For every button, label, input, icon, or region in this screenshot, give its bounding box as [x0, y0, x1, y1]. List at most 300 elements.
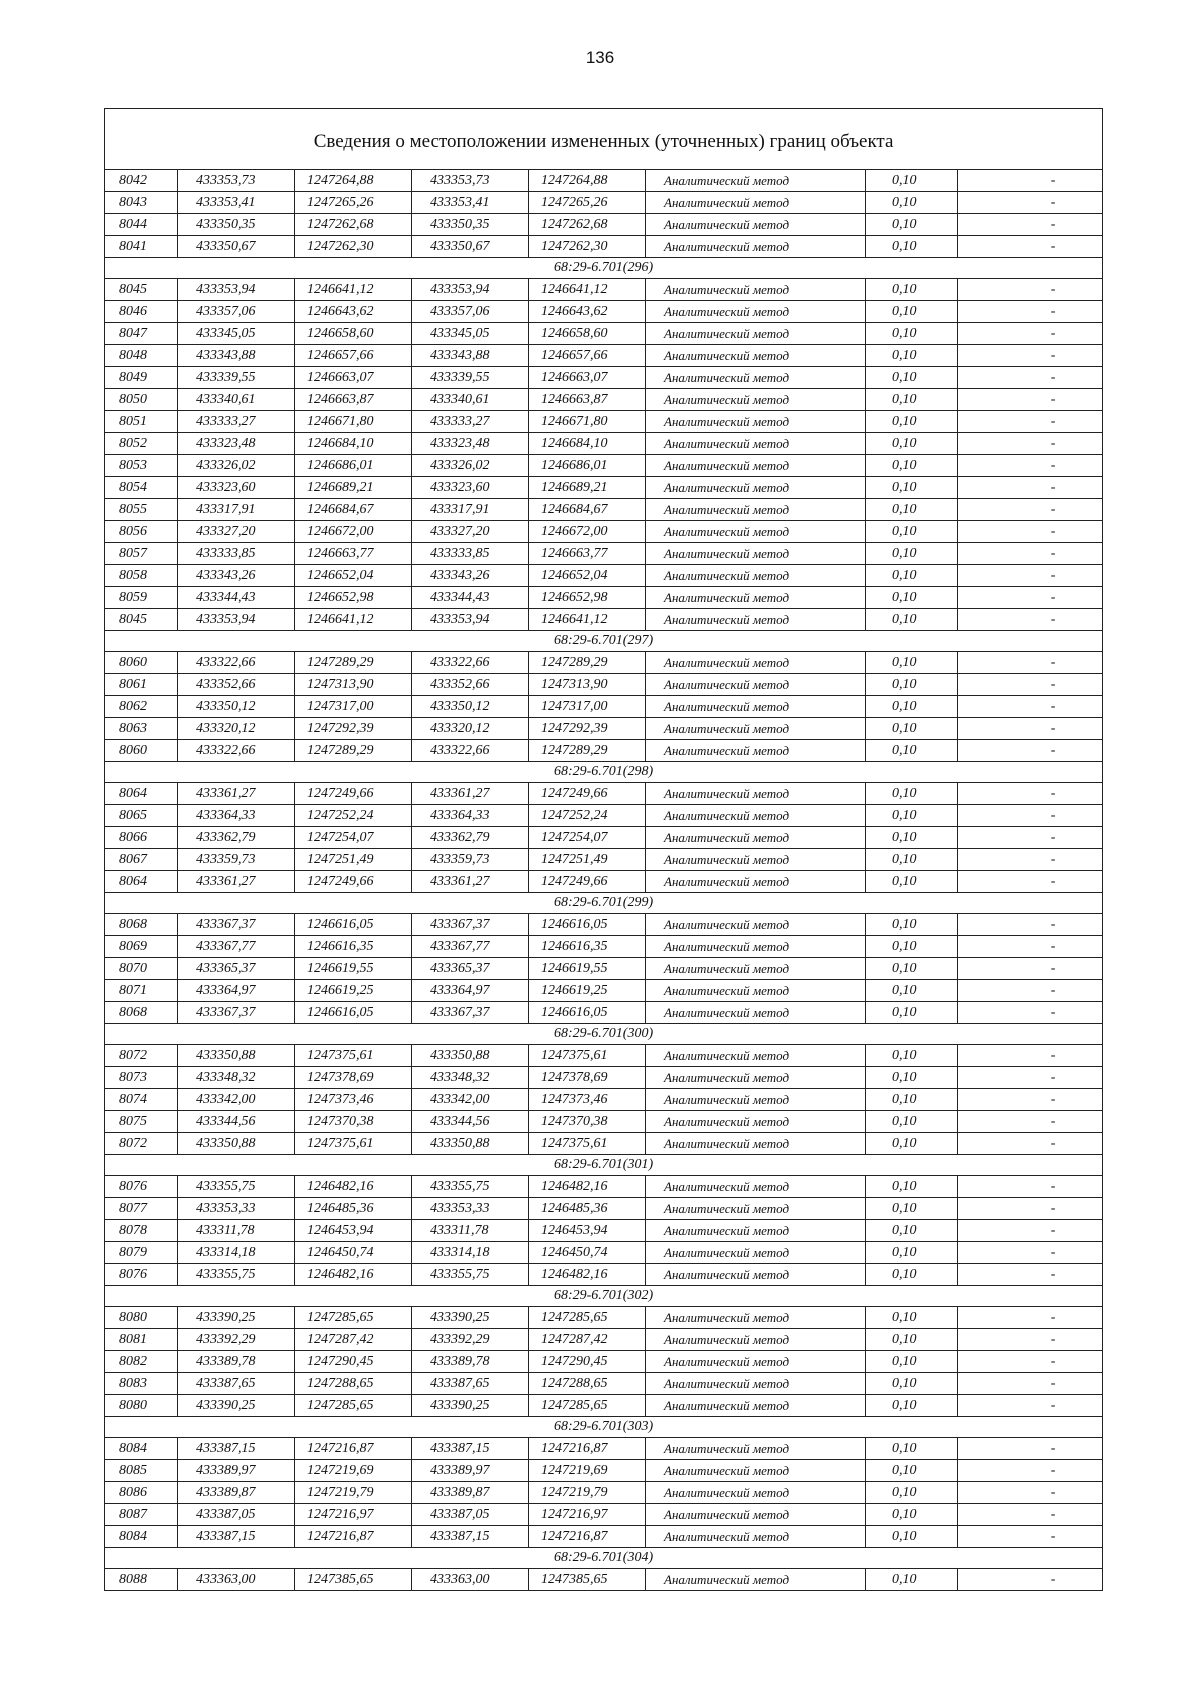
x-existing-cell: 433326,02 [178, 455, 295, 477]
accuracy-cell: 0,10 [866, 1111, 958, 1133]
y-existing-cell: 1247385,65 [295, 1569, 412, 1591]
x-refined-cell: 433387,05 [412, 1504, 529, 1526]
x-refined-cell: 433390,25 [412, 1395, 529, 1417]
x-refined-cell: 433392,29 [412, 1329, 529, 1351]
method-cell: Аналитический метод [646, 1460, 866, 1482]
y-existing-cell: 1246663,87 [295, 389, 412, 411]
table-row [105, 455, 1103, 477]
y-refined-cell: 1246663,87 [529, 389, 646, 411]
description-cell: - [958, 914, 1103, 936]
x-refined-cell: 433361,27 [412, 783, 529, 805]
description-cell: - [958, 389, 1103, 411]
point-number-cell: 8046 [105, 301, 178, 323]
description-cell: - [958, 652, 1103, 674]
point-number-cell: 8068 [105, 914, 178, 936]
x-existing-cell: 433350,67 [178, 236, 295, 258]
x-refined-cell: 433311,78 [412, 1220, 529, 1242]
method-cell: Аналитический метод [646, 849, 866, 871]
y-existing-cell: 1246652,04 [295, 565, 412, 587]
y-refined-cell: 1247289,29 [529, 740, 646, 762]
y-refined-cell: 1246453,94 [529, 1220, 646, 1242]
x-refined-cell: 433367,37 [412, 914, 529, 936]
point-number-cell: 8079 [105, 1242, 178, 1264]
point-number-cell: 8052 [105, 433, 178, 455]
accuracy-cell: 0,10 [866, 1067, 958, 1089]
description-cell: - [958, 1307, 1103, 1329]
x-refined-cell: 433322,66 [412, 652, 529, 674]
description-cell: - [958, 740, 1103, 762]
method-cell: Аналитический метод [646, 1264, 866, 1286]
y-refined-cell: 1246671,80 [529, 411, 646, 433]
y-refined-cell: 1246663,07 [529, 367, 646, 389]
point-number-cell: 8070 [105, 958, 178, 980]
method-cell: Аналитический метод [646, 1482, 866, 1504]
x-existing-cell: 433333,27 [178, 411, 295, 433]
point-number-cell: 8068 [105, 1002, 178, 1024]
table-row [105, 936, 1103, 958]
x-refined-cell: 433367,77 [412, 936, 529, 958]
x-refined-cell: 433348,32 [412, 1067, 529, 1089]
y-existing-cell: 1247373,46 [295, 1089, 412, 1111]
y-existing-cell: 1246684,67 [295, 499, 412, 521]
description-cell: - [958, 587, 1103, 609]
accuracy-cell: 0,10 [866, 1526, 958, 1548]
y-existing-cell: 1247216,87 [295, 1438, 412, 1460]
table-row [105, 1460, 1103, 1482]
description-cell: - [958, 1045, 1103, 1067]
table-row [105, 1395, 1103, 1417]
x-refined-cell: 433359,73 [412, 849, 529, 871]
method-cell: Аналитический метод [646, 1504, 866, 1526]
y-refined-cell: 1247262,30 [529, 236, 646, 258]
y-refined-cell: 1246482,16 [529, 1176, 646, 1198]
y-refined-cell: 1246689,21 [529, 477, 646, 499]
description-cell: - [958, 783, 1103, 805]
method-cell: Аналитический метод [646, 477, 866, 499]
y-existing-cell: 1247252,24 [295, 805, 412, 827]
table-body [105, 109, 1103, 1591]
y-refined-cell: 1246485,36 [529, 1198, 646, 1220]
group-header-row [105, 258, 1103, 279]
method-cell: Аналитический метод [646, 674, 866, 696]
accuracy-cell: 0,10 [866, 345, 958, 367]
accuracy-cell: 0,10 [866, 1395, 958, 1417]
table-row [105, 433, 1103, 455]
accuracy-cell: 0,10 [866, 1482, 958, 1504]
y-refined-cell: 1247251,49 [529, 849, 646, 871]
point-number-cell: 8042 [105, 170, 178, 192]
accuracy-cell: 0,10 [866, 543, 958, 565]
x-existing-cell: 433392,29 [178, 1329, 295, 1351]
point-number-cell: 8059 [105, 587, 178, 609]
table-row [105, 980, 1103, 1002]
accuracy-cell: 0,10 [866, 1460, 958, 1482]
point-number-cell: 8071 [105, 980, 178, 1002]
table-row [105, 1111, 1103, 1133]
accuracy-cell: 0,10 [866, 696, 958, 718]
method-cell: Аналитический метод [646, 871, 866, 893]
method-cell: Аналитический метод [646, 1307, 866, 1329]
y-existing-cell: 1246482,16 [295, 1176, 412, 1198]
description-cell: - [958, 236, 1103, 258]
x-refined-cell: 433389,97 [412, 1460, 529, 1482]
method-cell: Аналитический метод [646, 1111, 866, 1133]
x-existing-cell: 433363,00 [178, 1569, 295, 1591]
table-row [105, 827, 1103, 849]
y-refined-cell: 1246652,98 [529, 587, 646, 609]
method-cell: Аналитический метод [646, 740, 866, 762]
x-existing-cell: 433365,37 [178, 958, 295, 980]
description-cell: - [958, 1329, 1103, 1351]
table-row [105, 1220, 1103, 1242]
point-number-cell: 8073 [105, 1067, 178, 1089]
y-existing-cell: 1246485,36 [295, 1198, 412, 1220]
x-refined-cell: 433363,00 [412, 1569, 529, 1591]
x-refined-cell: 433327,20 [412, 521, 529, 543]
accuracy-cell: 0,10 [866, 783, 958, 805]
point-number-cell: 8067 [105, 849, 178, 871]
x-existing-cell: 433367,37 [178, 914, 295, 936]
y-refined-cell: 1247290,45 [529, 1351, 646, 1373]
point-number-cell: 8060 [105, 652, 178, 674]
accuracy-cell: 0,10 [866, 936, 958, 958]
description-cell: - [958, 1482, 1103, 1504]
x-refined-cell: 433350,88 [412, 1133, 529, 1155]
description-cell: - [958, 1220, 1103, 1242]
y-existing-cell: 1246658,60 [295, 323, 412, 345]
x-existing-cell: 433350,88 [178, 1045, 295, 1067]
description-cell: - [958, 674, 1103, 696]
method-cell: Аналитический метод [646, 805, 866, 827]
accuracy-cell: 0,10 [866, 1438, 958, 1460]
accuracy-cell: 0,10 [866, 849, 958, 871]
y-existing-cell: 1247251,49 [295, 849, 412, 871]
method-cell: Аналитический метод [646, 1351, 866, 1373]
y-refined-cell: 1247249,66 [529, 871, 646, 893]
x-refined-cell: 433355,75 [412, 1176, 529, 1198]
accuracy-cell: 0,10 [866, 1089, 958, 1111]
point-number-cell: 8043 [105, 192, 178, 214]
x-existing-cell: 433390,25 [178, 1307, 295, 1329]
y-existing-cell: 1246453,94 [295, 1220, 412, 1242]
accuracy-cell: 0,10 [866, 192, 958, 214]
description-cell: - [958, 1089, 1103, 1111]
method-cell: Аналитический метод [646, 1198, 866, 1220]
y-refined-cell: 1247317,00 [529, 696, 646, 718]
accuracy-cell: 0,10 [866, 367, 958, 389]
point-number-cell: 8086 [105, 1482, 178, 1504]
y-refined-cell: 1246684,67 [529, 499, 646, 521]
y-refined-cell: 1246657,66 [529, 345, 646, 367]
description-cell: - [958, 609, 1103, 631]
y-refined-cell: 1247375,61 [529, 1045, 646, 1067]
y-existing-cell: 1246641,12 [295, 609, 412, 631]
y-refined-cell: 1246658,60 [529, 323, 646, 345]
accuracy-cell: 0,10 [866, 980, 958, 1002]
table-row [105, 1526, 1103, 1548]
x-refined-cell: 433314,18 [412, 1242, 529, 1264]
method-cell: Аналитический метод [646, 958, 866, 980]
table-row [105, 1504, 1103, 1526]
y-existing-cell: 1246619,25 [295, 980, 412, 1002]
accuracy-cell: 0,10 [866, 1504, 958, 1526]
y-existing-cell: 1247216,97 [295, 1504, 412, 1526]
description-cell: - [958, 1438, 1103, 1460]
y-existing-cell: 1246641,12 [295, 279, 412, 301]
description-cell: - [958, 323, 1103, 345]
point-number-cell: 8065 [105, 805, 178, 827]
y-refined-cell: 1247292,39 [529, 718, 646, 740]
method-cell: Аналитический метод [646, 652, 866, 674]
group-header-row [105, 1417, 1103, 1438]
description-cell: - [958, 958, 1103, 980]
table-row [105, 1373, 1103, 1395]
group-header-row [105, 1024, 1103, 1045]
boundary-coordinates-table [104, 108, 1103, 1591]
x-existing-cell: 433322,66 [178, 740, 295, 762]
y-existing-cell: 1247254,07 [295, 827, 412, 849]
group-header-row [105, 762, 1103, 783]
group-header-row [105, 893, 1103, 914]
table-row [105, 1089, 1103, 1111]
x-existing-cell: 433361,27 [178, 871, 295, 893]
y-refined-cell: 1247385,65 [529, 1569, 646, 1591]
description-cell: - [958, 1526, 1103, 1548]
description-cell: - [958, 936, 1103, 958]
y-existing-cell: 1246652,98 [295, 587, 412, 609]
accuracy-cell: 0,10 [866, 1569, 958, 1591]
x-existing-cell: 433342,00 [178, 1089, 295, 1111]
description-cell: - [958, 696, 1103, 718]
point-number-cell: 8077 [105, 1198, 178, 1220]
point-number-cell: 8076 [105, 1176, 178, 1198]
description-cell: - [958, 1002, 1103, 1024]
x-existing-cell: 433323,48 [178, 433, 295, 455]
table-row [105, 652, 1103, 674]
table-row [105, 521, 1103, 543]
x-refined-cell: 433333,27 [412, 411, 529, 433]
x-existing-cell: 433389,78 [178, 1351, 295, 1373]
method-cell: Аналитический метод [646, 433, 866, 455]
x-refined-cell: 433333,85 [412, 543, 529, 565]
x-existing-cell: 433317,91 [178, 499, 295, 521]
x-existing-cell: 433390,25 [178, 1395, 295, 1417]
description-cell: - [958, 1569, 1103, 1591]
description-cell: - [958, 455, 1103, 477]
y-existing-cell: 1246672,00 [295, 521, 412, 543]
accuracy-cell: 0,10 [866, 1264, 958, 1286]
group-header-row [105, 1155, 1103, 1176]
method-cell: Аналитический метод [646, 783, 866, 805]
description-cell: - [958, 1504, 1103, 1526]
point-number-cell: 8082 [105, 1351, 178, 1373]
method-cell: Аналитический метод [646, 587, 866, 609]
table-row [105, 1569, 1103, 1591]
y-refined-cell: 1246616,35 [529, 936, 646, 958]
y-refined-cell: 1247216,97 [529, 1504, 646, 1526]
x-existing-cell: 433348,32 [178, 1067, 295, 1089]
method-cell: Аналитический метод [646, 301, 866, 323]
y-refined-cell: 1246663,77 [529, 543, 646, 565]
x-existing-cell: 433353,41 [178, 192, 295, 214]
x-refined-cell: 433364,97 [412, 980, 529, 1002]
description-cell: - [958, 1198, 1103, 1220]
table-row [105, 192, 1103, 214]
point-number-cell: 8051 [105, 411, 178, 433]
x-existing-cell: 433387,15 [178, 1438, 295, 1460]
cadastral-number-label: 68:29-6.701(296) [105, 258, 1103, 279]
accuracy-cell: 0,10 [866, 1351, 958, 1373]
x-refined-cell: 433339,55 [412, 367, 529, 389]
accuracy-cell: 0,10 [866, 1307, 958, 1329]
x-refined-cell: 433364,33 [412, 805, 529, 827]
description-cell: - [958, 367, 1103, 389]
point-number-cell: 8050 [105, 389, 178, 411]
table-row [105, 609, 1103, 631]
y-refined-cell: 1246619,25 [529, 980, 646, 1002]
method-cell: Аналитический метод [646, 827, 866, 849]
y-existing-cell: 1247313,90 [295, 674, 412, 696]
point-number-cell: 8047 [105, 323, 178, 345]
method-cell: Аналитический метод [646, 565, 866, 587]
description-cell: - [958, 1242, 1103, 1264]
y-refined-cell: 1247254,07 [529, 827, 646, 849]
x-existing-cell: 433353,94 [178, 279, 295, 301]
method-cell: Аналитический метод [646, 1438, 866, 1460]
table-row [105, 1329, 1103, 1351]
cadastral-number-label: 68:29-6.701(298) [105, 762, 1103, 783]
method-cell: Аналитический метод [646, 1569, 866, 1591]
y-refined-cell: 1247285,65 [529, 1307, 646, 1329]
description-cell: - [958, 301, 1103, 323]
x-refined-cell: 433389,78 [412, 1351, 529, 1373]
point-number-cell: 8076 [105, 1264, 178, 1286]
point-number-cell: 8078 [105, 1220, 178, 1242]
y-refined-cell: 1247287,42 [529, 1329, 646, 1351]
x-existing-cell: 433323,60 [178, 477, 295, 499]
method-cell: Аналитический метод [646, 1045, 866, 1067]
y-existing-cell: 1247375,61 [295, 1045, 412, 1067]
description-cell: - [958, 849, 1103, 871]
accuracy-cell: 0,10 [866, 433, 958, 455]
method-cell: Аналитический метод [646, 914, 866, 936]
x-refined-cell: 433390,25 [412, 1307, 529, 1329]
table-row [105, 1176, 1103, 1198]
table-row [105, 1067, 1103, 1089]
y-refined-cell: 1247370,38 [529, 1111, 646, 1133]
cadastral-number-label: 68:29-6.701(301) [105, 1155, 1103, 1176]
description-cell: - [958, 1133, 1103, 1155]
table-row [105, 1045, 1103, 1067]
accuracy-cell: 0,10 [866, 521, 958, 543]
x-existing-cell: 433357,06 [178, 301, 295, 323]
y-refined-cell: 1247252,24 [529, 805, 646, 827]
x-refined-cell: 433340,61 [412, 389, 529, 411]
y-existing-cell: 1246616,05 [295, 1002, 412, 1024]
x-refined-cell: 433361,27 [412, 871, 529, 893]
accuracy-cell: 0,10 [866, 1045, 958, 1067]
description-cell: - [958, 170, 1103, 192]
x-existing-cell: 433322,66 [178, 652, 295, 674]
y-existing-cell: 1247288,65 [295, 1373, 412, 1395]
description-cell: - [958, 433, 1103, 455]
point-number-cell: 8060 [105, 740, 178, 762]
x-existing-cell: 433387,15 [178, 1526, 295, 1548]
y-refined-cell: 1247262,68 [529, 214, 646, 236]
table-row [105, 279, 1103, 301]
accuracy-cell: 0,10 [866, 871, 958, 893]
x-existing-cell: 433314,18 [178, 1242, 295, 1264]
method-cell: Аналитический метод [646, 1089, 866, 1111]
y-refined-cell: 1246482,16 [529, 1264, 646, 1286]
x-refined-cell: 433353,94 [412, 609, 529, 631]
method-cell: Аналитический метод [646, 411, 866, 433]
accuracy-cell: 0,10 [866, 718, 958, 740]
table-row [105, 587, 1103, 609]
point-number-cell: 8063 [105, 718, 178, 740]
accuracy-cell: 0,10 [866, 652, 958, 674]
x-refined-cell: 433362,79 [412, 827, 529, 849]
description-cell: - [958, 1460, 1103, 1482]
y-refined-cell: 1247265,26 [529, 192, 646, 214]
method-cell: Аналитический метод [646, 499, 866, 521]
x-refined-cell: 433353,41 [412, 192, 529, 214]
description-cell: - [958, 214, 1103, 236]
description-cell: - [958, 980, 1103, 1002]
table-row [105, 323, 1103, 345]
x-refined-cell: 433387,65 [412, 1373, 529, 1395]
method-cell: Аналитический метод [646, 1002, 866, 1024]
y-refined-cell: 1247378,69 [529, 1067, 646, 1089]
description-cell: - [958, 718, 1103, 740]
x-existing-cell: 433340,61 [178, 389, 295, 411]
description-cell: - [958, 827, 1103, 849]
x-refined-cell: 433387,15 [412, 1526, 529, 1548]
y-refined-cell: 1246684,10 [529, 433, 646, 455]
y-existing-cell: 1246657,66 [295, 345, 412, 367]
point-number-cell: 8044 [105, 214, 178, 236]
point-number-cell: 8053 [105, 455, 178, 477]
table-row [105, 345, 1103, 367]
page-number: 136 [585, 48, 615, 67]
y-refined-cell: 1246672,00 [529, 521, 646, 543]
table-row [105, 1307, 1103, 1329]
y-existing-cell: 1247375,61 [295, 1133, 412, 1155]
point-number-cell: 8072 [105, 1045, 178, 1067]
point-number-cell: 8061 [105, 674, 178, 696]
accuracy-cell: 0,10 [866, 565, 958, 587]
x-refined-cell: 433353,94 [412, 279, 529, 301]
table-row [105, 674, 1103, 696]
y-refined-cell: 1247285,65 [529, 1395, 646, 1417]
x-existing-cell: 433362,79 [178, 827, 295, 849]
x-existing-cell: 433343,88 [178, 345, 295, 367]
y-refined-cell: 1247313,90 [529, 674, 646, 696]
accuracy-cell: 0,10 [866, 1133, 958, 1155]
y-existing-cell: 1246619,55 [295, 958, 412, 980]
method-cell: Аналитический метод [646, 543, 866, 565]
x-existing-cell: 433367,77 [178, 936, 295, 958]
accuracy-cell: 0,10 [866, 236, 958, 258]
x-refined-cell: 433350,67 [412, 236, 529, 258]
accuracy-cell: 0,10 [866, 477, 958, 499]
accuracy-cell: 0,10 [866, 389, 958, 411]
accuracy-cell: 0,10 [866, 587, 958, 609]
y-existing-cell: 1246671,80 [295, 411, 412, 433]
y-refined-cell: 1247264,88 [529, 170, 646, 192]
x-refined-cell: 433317,91 [412, 499, 529, 521]
x-existing-cell: 433352,66 [178, 674, 295, 696]
